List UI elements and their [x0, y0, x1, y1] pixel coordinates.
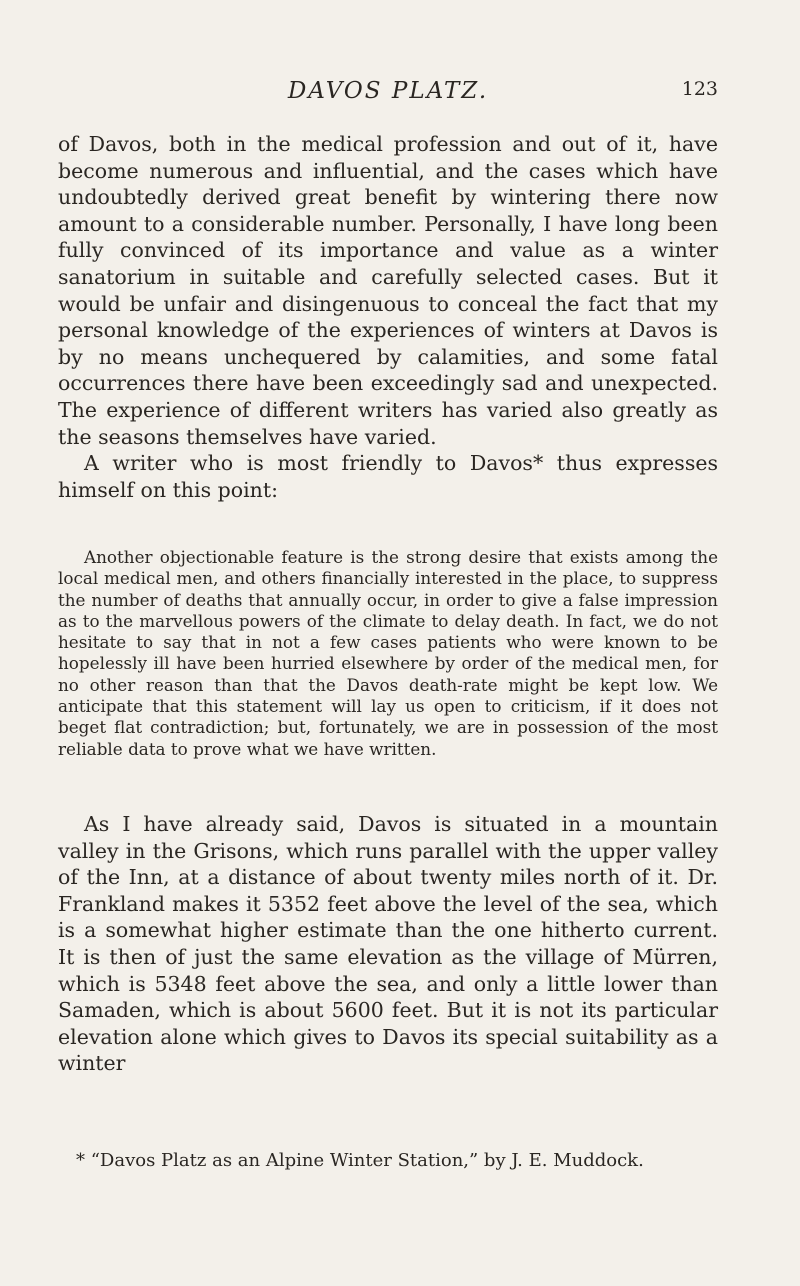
paragraph-situation: As I have already said, Davos is situated in a mountain valley in the Grisons, which runs parallel with the upper valley of the Inn, at a distance of about twenty miles north of it. Dr. Frankland makes it 5352 feet above the level of the sea, which is a somewhat higher estimate than the one hitherto current. It is then of just the same elevation as the village of Mürren, which is 5348 feet above the sea, and only a little lower than Samaden, which is about 5600 feet. But it is not its particular elevation alone which gives to Davos its special suitability as a winter	[58, 812, 718, 1076]
page-number: 123	[681, 78, 718, 100]
footnote: * “Davos Platz as an Alpine Winter Station,” by J. E. Muddock.	[76, 1150, 644, 1171]
paragraph-continued: of Davos, both in the medical profession and out of it, have become numerous and influential, and the cases which have undoubtedly derived great benefit by wintering there now amount to a considerable number. Personally, I have long been fully convinced of its importance and value as a winter sanatorium in suitable and carefully selected cases. But it would be unfair and disingenuous to conceal the fact that my personal knowledge of the experiences of winters at Davos is by no means unchequered by calamities, and some fatal occurrences there have been exceedingly sad and unexpected. The experience of different writers has varied also greatly as the seasons themselves have varied.	[58, 132, 718, 449]
main-text-top	[58, 131, 718, 503]
paragraph-writer-intro: A writer who is most friendly to Davos* thus expresses himself on this point:	[58, 451, 718, 502]
page-header	[58, 78, 718, 122]
running-head: DAVOS PLATZ.	[287, 78, 489, 104]
block-quote: Another objectionable feature is the strong desire that exists among the local medical men, and others financially interested in the place, to suppress the number of deaths that annually occur, in order to give a false impression as to the marvellous powers of the climate to delay death. In fact, we do not hesitate to say that in not a few cases patients who were known to be hopelessly ill have been hurried elsewhere by order of the medical men, for no other reason than that the Davos death-rate might be kept low. We anticipate that this statement will lay us open to criticism, if it does not beget flat contradiction; but, fortunately, we are in possession of the most reliable data to prove what we have written.	[58, 547, 718, 759]
main-text-bottom	[58, 811, 718, 1077]
